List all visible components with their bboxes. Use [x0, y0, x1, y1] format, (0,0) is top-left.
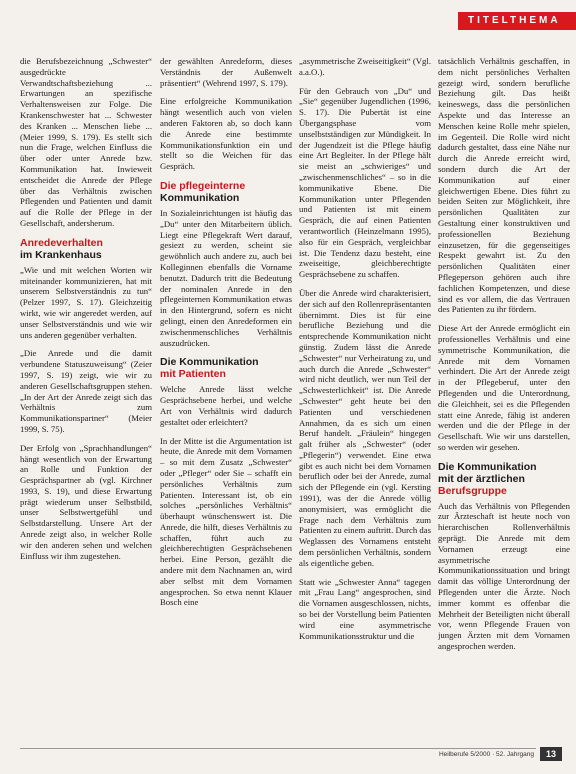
subheading-black: im Krankenhaus [20, 248, 102, 261]
paragraph: die Berufsbezeichnung „Schwester“ ausgedrückte Verwandtschaftsbeziehung ... Erwartungen an spezifische Verhaltensweisen zur Folge. Die Krankenschwester hat ... Schwester des Kranken ... Menschen liebe ... (Meier 1999, S. 179). Es stellt sich nun die Frage, welchen Einfluss die über oder unter Anrede bzw. Kommunikation hat. Inwieweit entscheidet die Anrede der Pflege über das Verhältnis zwischen Pflegenden und Patienten und damit auf die Rolle der Pflege in der Gesellschaft, andersherum. [20, 56, 152, 228]
subheading-red: mit Patienten [160, 368, 226, 381]
subheading [438, 461, 570, 497]
text-column-3 [299, 56, 431, 746]
subheading-black: Die Kommunikation [438, 460, 537, 473]
subheading-black: mit der ärztlichen [438, 472, 525, 485]
paragraph: Diese Art der Anrede ermöglicht ein professionelles Verhältnis und eine symmetrische Kommunikation, die Anrede mit dem Vornamen verhindert. Die Art der Anrede zeigt in der Pflegeberuf, unter den Pflegenden und die Unterordnung, die Gleichheit, sei es die Pflegenden statt eine Anrede, fähig ist anderen werden und die der Pflege in der Gesellschaft. Wie wir uns darstellen, so werden wir gesehen. [438, 323, 570, 452]
subheading-black: Kommunikation [160, 191, 240, 204]
paragraph: Für den Gebrauch von „Du“ und „Sie“ gegenüber Jugendlichen (1996, S. 17). Die Pubertät ist eine Übergangsphase vom unselbstständigen zur Mündigkeit. In der Jugendzeit ist die Pflege häufig eine Art Begleiter. In der Pflege hält sie meist an „schwieriges“ und „zwischenmenschliches“ – so in die kommunikative Ebene. Die Kommunikation unter Pflegenden und Patienten ist mit einem Gespräch, die auf einen Patienten verantwortlich (Heinzelmann 1995), also für ein Gespräch, vergleichbar ist. Die Tendenz dazu besteht, eine zweiseitige, gleichberechtigte Gesprächsebene zu schaffen. [299, 85, 431, 280]
subheading-black: Die Kommunikation [160, 356, 259, 369]
text-column-2 [160, 56, 292, 746]
footer-rule [20, 748, 536, 749]
paragraph: Der Erfolg von „Sprachhandlungen“ hängt wesentlich von der Erwartung an Rolle und Funktion der Gesprächspartner ab (vgl. Kirchner 1993, S. 19), und diese Erwartung prägt wiederum unser Selbstbild, unser Selbstwertgefühl und Selbstdarstellung. Unsere Art der Anrede zeigt also, in welcher Rolle wir den anderen sehen und welchen Einfluss wir ihm zugestehen. [20, 442, 152, 561]
paragraph: der gewählten Anredeform, dieses Verständnis der Außenwelt präsentiert“ (Wehrend 1997, S. 179). [160, 56, 292, 88]
paragraph: Auch das Verhältnis von Pflegenden zur Ärzteschaft ist heute noch von hierarchischen Rollenverhältnis geprägt. Die Anrede mit dem Vornamen erzeugt eine asymmetrische Kommunikationssituation und bringt damit das völlige Unterordnung der Pflegenden unter die Ärzte. Noch immer kommt es offenbar die Mehrheit der Beteiligten nicht überall vor, wenn Pflegende Frauen von jungen Ärzten mit dem Vornamen angesprochen werden. [438, 500, 570, 652]
paragraph: Welche Anrede lässt welche Gesprächsebene herbei, und welche Art von Verhältnis wird dadurch gestaltet oder erleichtert? [160, 384, 292, 427]
footer-publication: Heilberufe 5/2000 · 52. Jahrgang [438, 751, 534, 758]
text-column-1 [20, 56, 152, 746]
subheading [20, 237, 152, 261]
paragraph: „asymmetrische Zweiseitigkeit“ (Vgl. a.a.O.). [299, 56, 431, 77]
paragraph: „Wie und mit welchen Worten wir miteinander kommunizieren, hat mit unserem Selbstverständnis zu tun“ (Pelzer 1997, S. 17). Gleichzeitig wirkt, wie wir angeredet werden, auf unser Selbstverständnis und wie wir uns anderen gegenüber verhalten. [20, 264, 152, 340]
subheading-red: Anredeverhalten [20, 236, 103, 249]
subheading-red: Berufsgruppe [438, 484, 507, 497]
subheading [160, 356, 292, 380]
paragraph: In der Mitte ist die Argumentation ist heute, die Anrede mit dem Vornamen – so mit dem Zusatz „Schwester“ oder „Pfleger“ oder Sie – schafft ein persönliches Verhältnis zum Patienten. Interessant ist, ob ein solches „persönliches Verhältnis“ überhaupt wünschenswert ist. Die Anrede, die hilft, dieses Verhältnis zu schaffen, führt auch zu gleichberechtigten Gesprächsebenen herbei. Eine Person, gezählt die andere mit dem Nachnamen an, wird aber selbst mit dem Vornamen angesprochen. So etwa nennt Klauer Bosch eine [160, 435, 292, 608]
text-column-4 [438, 56, 570, 746]
section-title: TITELTHEMA [458, 12, 576, 30]
page-number: 13 [540, 747, 562, 761]
paragraph: „Die Anrede und die damit verbundene Statuszuweisung“ (Zeier 1997, S. 19) zeigt, wie wir zu anderen Gesellschaftsgruppen stehen. „In der Art der Anrede zeigt sich das Verhältnis zum Kommunikationspartner“ (Meier 1999, S. 75). [20, 348, 152, 434]
paragraph: Über die Anrede wird charakterisiert, der sich auf den Rollenrepräsentanten übernimmt. Dies ist für eine berufliche Beziehung und die entsprechende Kommunikation nicht günstig. Zudem lässt die Anrede „Schwester“ nur Verheiratung zu, und auch durch die Anrede „Schwester“ wird nicht deutlich, wer nun Teil der „Schwesterlichkeit“ ist. Die Anrede „Schwester“ geht heute bei den Patienten und verschiedenen Annahmen, da es sich um einen Beruf handelt. „Fräulein“ hingegen galt früher als „Schwester“ (oder „Pflegerin“) verwendet. Eine etwa gibt es auch nicht bei dem Vornamen beruflich oder bei der Anrede, zumal sich der Pflegende ein (vgl. Kersting 1991), was der die Anrede völlig anonymisiert, was ermöglicht die Frage nach dem Verhältnis zum Patienten zu einem auftritt. Durch das Weglassen des Vornamens entsteht dem persönlichen Verhältnis, sondern als eigentliche geben. [299, 287, 431, 568]
subheading-red: Die pflegeinterne [160, 179, 246, 192]
paragraph: Statt wie „Schwester Anna“ tagegen mit „Frau Lang“ angesprochen, sind die Vornamen ausgeschlossen, nichts, so bei der Vorstellung beim Patienten wird eine asymmetrische Kommunikationsstruktur und die [299, 576, 431, 641]
paragraph: Eine erfolgreiche Kommunikation hängt wesentlich auch von vielen anderen Faktoren ab, so doch kann die Anrede eine bestimmte Kommunikationsfunktion ein und stellt so die Weichen für das Gespräch. [160, 96, 292, 172]
subheading [160, 180, 292, 204]
paragraph: In Sozialeinrichtungen ist häufig das „Du“ unter den Mitarbeitern üblich. Liegt eine Pflegekraft Wert darauf, gesiezt zu werden, scheint sie gewöhnlich auch andere zu, auch bei Kolleginnen ebenfalls die Vorname benutzt. Dadurch tritt die Bedeutung der nominalen Anrede in den pflegeinternen Kommunikation etwas in den Hintergrund, sofern es nicht gelingt, einen den Anredeformen ein zwischenmenschliches Verhältnis auszudrücken. [160, 207, 292, 348]
paragraph: tatsächlich Verhältnis geschaffen, in dem nicht persönliches Verhalten gezeigt wird, sondern berufliche Beziehung gilt. Das heißt keineswegs, dass die persönlichen Aspekte und das Interesse an Menschen keine Rolle mehr spielen, im Gegenteil. Die Rolle wird nicht dadurch gestaltet, dass eine Nähe nur durch die Anrede erreicht wird, sondern durch die Art der Kommunikation auf einer gleichwertigen Ebene. Dies führt zu beiden Seiten zur Möglichkeit, ihre persönlichen Qualitäten zur Gestaltung einer konstruktiven und professionellen Beziehung einzusetzen, für die gegenseitiges Respekt gewahrt ist. Zu den persönlichen Qualitäten einer Pflegeperson gehören auch ihre fachlichen Kompetenzen, und diese sind es vor allem, die das Vertrauen des Patienten zu ihr fördern. [438, 56, 570, 315]
